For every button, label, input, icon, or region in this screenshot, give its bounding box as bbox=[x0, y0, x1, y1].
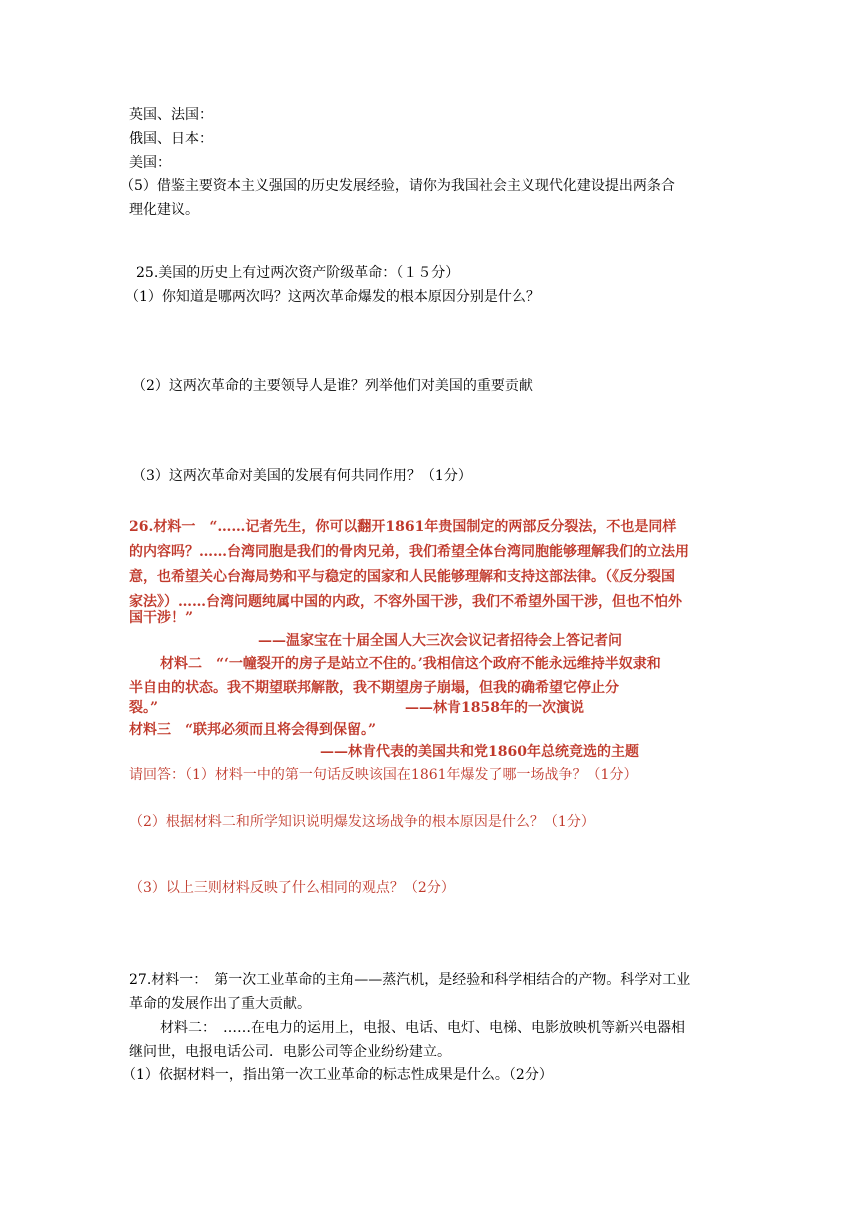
question-26-material-1-line-4: 家法》）……台湾问题纯属中国的内政，不容外国干涉，我们不希望外国干涉，但也不怕外 bbox=[129, 594, 682, 610]
question-26-sub-3: （3）以上三则材料反映了什么相同的观点？（2分） bbox=[129, 880, 455, 896]
question-25-sub-3: （3）这两次革命对美国的发展有何共同作用？（1分） bbox=[132, 468, 472, 484]
question-26-sub-1: （1）材料一中的第一句话反映该国在1861年爆发了哪一场战争？（1分） bbox=[185, 767, 638, 783]
question-26-material-1-line-5: 国干涉！” bbox=[129, 610, 194, 626]
question-25-sub-1: （1）你知道是哪两次吗？这两次革命爆发的根本原因分别是什么？ bbox=[125, 289, 540, 305]
question-26-material-1-line-2: 的内容吗？……台湾同胞是我们的骨肉兄弟，我们希望全体台湾同胞能够理解我们的立法用 bbox=[129, 544, 689, 560]
question-26-material-1-line-1: 26.材料一 “……记者先生，你可以翻开1861年贵国制定的两部反分裂法，不也是同样 bbox=[129, 519, 677, 535]
question-5-line-2: 理化建议。 bbox=[129, 202, 199, 218]
question-26-material-3: 材料三 “联邦必须而且将会得到保留。” bbox=[129, 722, 377, 738]
question-27-sub-1: （1）依据材料一，指出第一次工业革命的标志性成果是什么。（2分） bbox=[122, 1067, 553, 1083]
question-27-material-1-line-1: 27.材料一： 第一次工业革命的主角——蒸汽机，是经验和科学相结合的产物。科学对工业 bbox=[129, 972, 691, 988]
question-25-sub-2: （2）这两次革命的主要领导人是谁？列举他们对美国的重要贡献 bbox=[132, 378, 533, 394]
question-27-material-1-line-2: 革命的发展作出了重大贡献。 bbox=[129, 996, 311, 1012]
text-line-usa: 美国： bbox=[129, 155, 171, 171]
text-line-uk-france: 英国、法国： bbox=[129, 107, 213, 123]
question-26-material-1-line-3: 意，也希望关心台海局势和平与稳定的国家和人民能够理解和支持这部法律。（《反分裂国 bbox=[129, 569, 675, 585]
question-26-sub-2: （2）根据材料二和所学知识说明爆发这场战争的根本原因是什么？（1分） bbox=[129, 814, 595, 830]
question-26-material-1-source: ——温家宝在十届全国人大三次会议记者招待会上答记者问 bbox=[258, 633, 622, 649]
question-26-material-2-source: ——林肯1858年的一次演说 bbox=[405, 700, 584, 716]
question-26-material-2-line-1: 材料二 “‘一幢裂开的房子是站立不住的。’我相信这个政府不能永远维持半奴隶和 bbox=[160, 656, 661, 672]
question-5-line-1: （5）借鉴主要资本主义强国的历史发展经验，请你为我国社会主义现代化建设提出两条合 bbox=[120, 178, 675, 194]
question-26-material-2-line-3: 裂。” bbox=[129, 700, 159, 716]
question-26-material-3-source: ——林肯代表的美国共和党1860年总统竞选的主题 bbox=[320, 744, 639, 760]
question-25-title: 25.美国的历史上有过两次资产阶级革命：（１５分） bbox=[136, 265, 460, 281]
question-27-material-2-line-1: 材料二： ……在电力的运用上，电报、电话、电灯、电梯、电影放映机等新兴电器相 bbox=[160, 1020, 685, 1036]
question-27-material-2-line-2: 继问世，电报电话公司．电影公司等企业纷纷建立。 bbox=[129, 1044, 451, 1060]
question-26-material-2-line-2: 半自由的状态。我不期望联邦解散，我不期望房子崩塌，但我的确希望它停止分 bbox=[129, 680, 619, 696]
text-line-russia-japan: 俄国、日本： bbox=[129, 131, 213, 147]
question-26-answer-intro: 请回答： bbox=[129, 767, 185, 783]
question-26-sub-1-line bbox=[129, 765, 637, 785]
